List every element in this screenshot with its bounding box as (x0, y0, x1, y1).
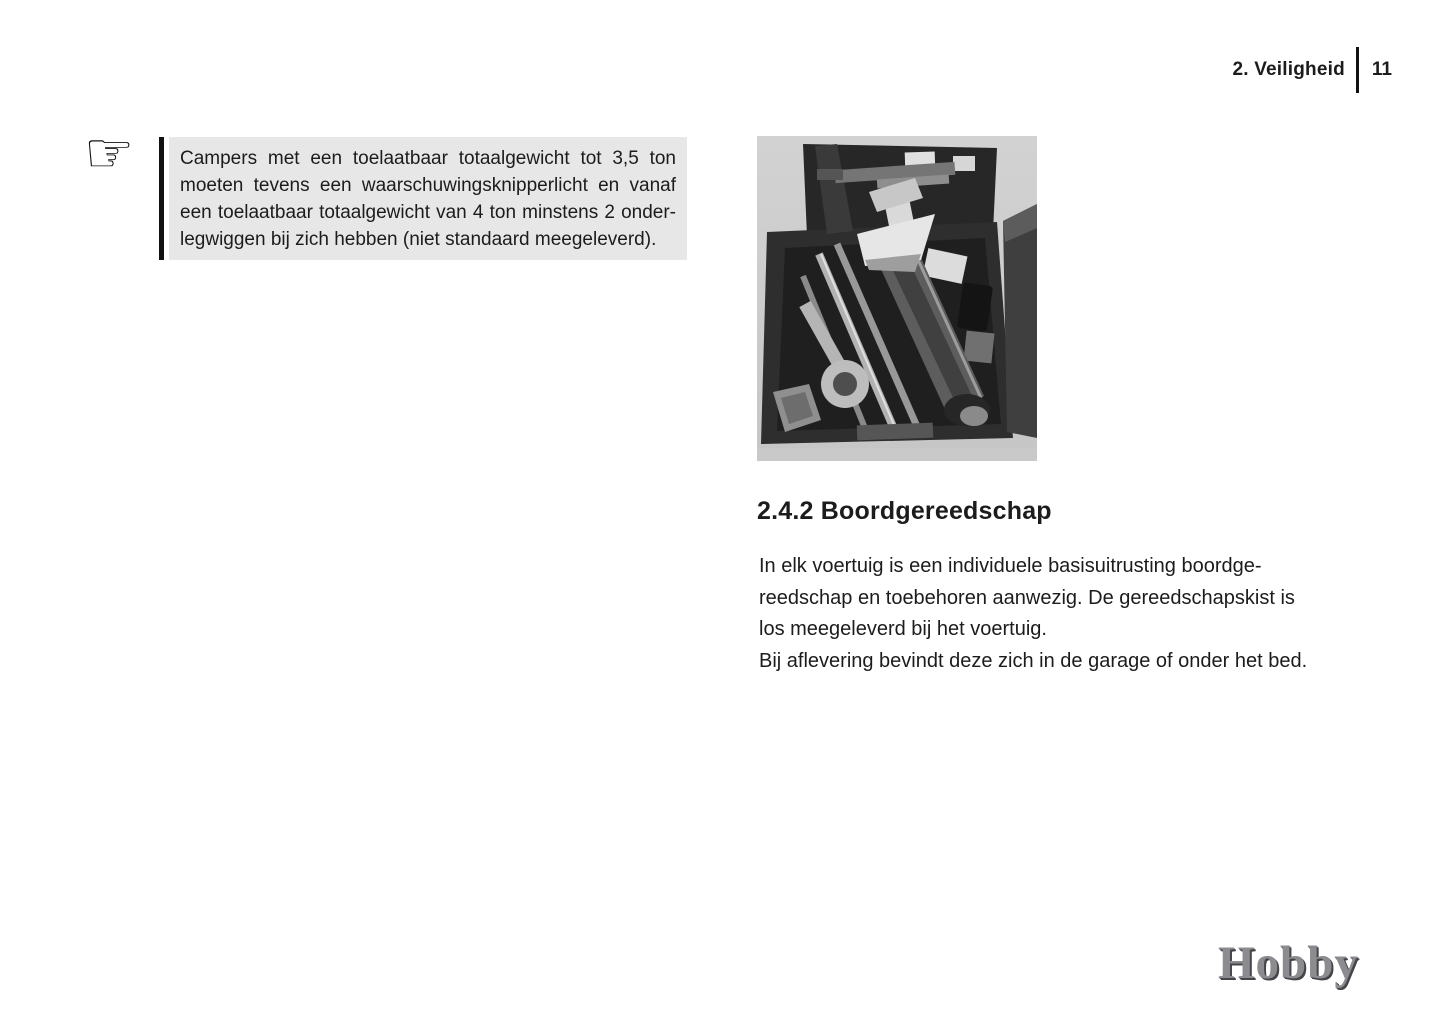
body-line: In elk voertuig is een individuele basisuitrusting boordge- (759, 555, 1262, 577)
jack-base-hub (960, 406, 988, 426)
body-line: los meegeleverd bij het voertuig. (759, 618, 1047, 640)
header-divider (1356, 47, 1359, 93)
photo-floor (757, 448, 1037, 461)
page-header (1232, 46, 1392, 94)
tools-photo-svg (757, 136, 1037, 461)
note-text-line: legwiggen bij zich hebben (niet standaard meegeleverd). (180, 229, 657, 250)
note-text-line: een toelaatbaar totaalgewicht van 4 ton minstens 2 onder- (180, 202, 676, 223)
page-number: 11 (1371, 59, 1392, 80)
note-text-line: Campers met een toelaatbaar totaalgewicht tot 3,5 ton (180, 148, 676, 169)
hobby-logo: Hobby (1218, 937, 1359, 989)
foam-pad (953, 156, 975, 171)
tray-bar (857, 423, 933, 441)
section-heading: 2.4.2 Boordgereedschap (757, 497, 1052, 525)
note-accent-bar (159, 137, 164, 260)
support-block (964, 331, 995, 364)
section-body (759, 551, 1379, 677)
rubber-block (957, 282, 993, 332)
body-line: Bij aflevering bevindt deze zich in de garage of onder het bed. (759, 649, 1308, 672)
note-box (169, 137, 687, 260)
pointing-hand-icon: ☞ (84, 121, 135, 186)
chapter-title: 2. Veiligheid (1232, 59, 1345, 80)
body-line: reedschap en toebehoren aanwezig. De gereedschapskist is (759, 586, 1295, 609)
tools-photo (757, 136, 1037, 461)
note-text-line: moeten tevens een waarschuwingsknipperlicht en vanaf (180, 175, 676, 196)
wrench-ring-hole (833, 372, 857, 396)
crank-socket (817, 169, 843, 180)
